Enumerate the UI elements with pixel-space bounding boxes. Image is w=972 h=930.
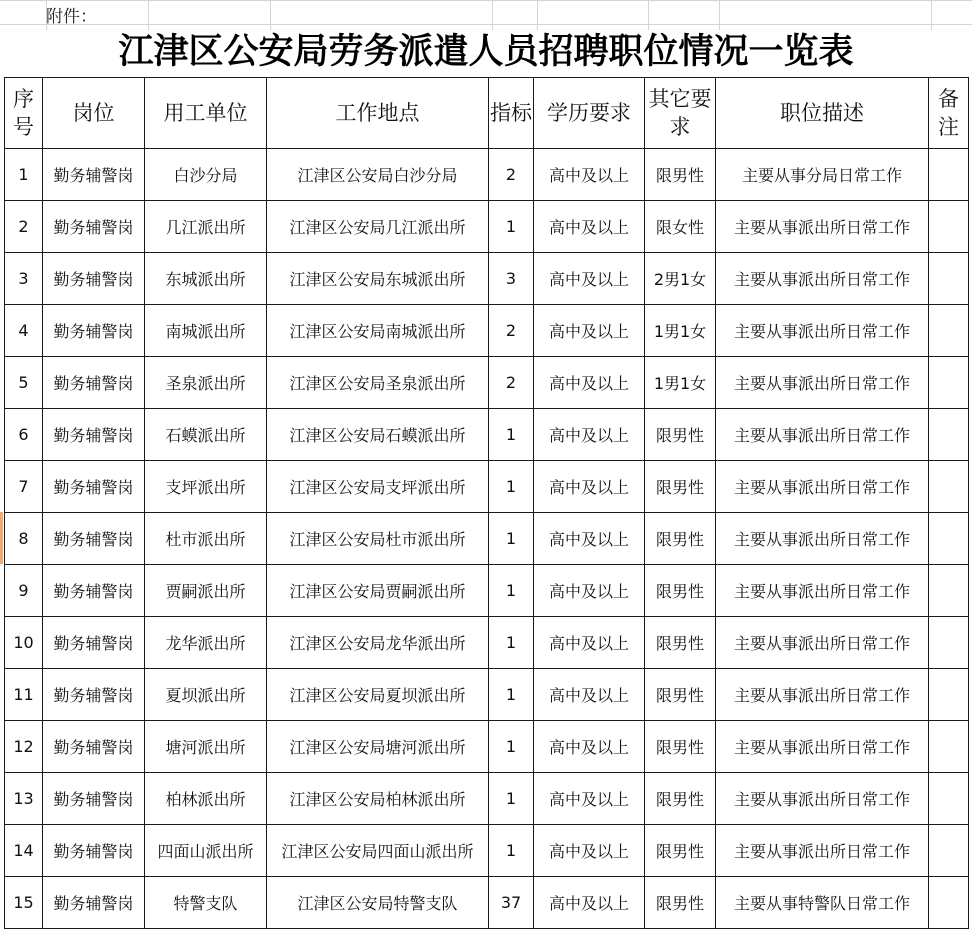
cell-remark[interactable] [929,253,969,305]
cell-quota[interactable]: 1 [489,513,534,565]
cell-education[interactable]: 高中及以上 [534,825,645,877]
cell-post[interactable]: 勤务辅警岗 [43,253,145,305]
cell-desc[interactable]: 主要从事派出所日常工作 [716,305,929,357]
cell-remark[interactable] [929,669,969,721]
cell-quota[interactable]: 3 [489,253,534,305]
row-selection-marker [0,512,3,564]
cell-desc[interactable]: 主要从事派出所日常工作 [716,721,929,773]
cell-other[interactable]: 限男性 [645,617,716,669]
cell-education[interactable]: 高中及以上 [534,201,645,253]
cell-education[interactable]: 高中及以上 [534,305,645,357]
cell-other[interactable]: 限男性 [645,669,716,721]
cell-no[interactable]: 3 [5,253,43,305]
cell-location[interactable]: 江津区公安局龙华派出所 [267,617,489,669]
cell-other[interactable]: 1男1女 [645,357,716,409]
cell-quota[interactable]: 1 [489,721,534,773]
cell-remark[interactable] [929,565,969,617]
cell-other[interactable]: 1男1女 [645,305,716,357]
cell-desc[interactable]: 主要从事派出所日常工作 [716,409,929,461]
cell-education[interactable]: 高中及以上 [534,409,645,461]
cell-other[interactable]: 限男性 [645,877,716,929]
header-no[interactable]: 序号 [5,78,43,149]
cell-post[interactable]: 勤务辅警岗 [43,357,145,409]
table-row [5,669,969,721]
cell-unit[interactable]: 圣泉派出所 [145,357,267,409]
cell-location[interactable]: 江津区公安局杜市派出所 [267,513,489,565]
cell-education[interactable]: 高中及以上 [534,357,645,409]
table-row [5,565,969,617]
cell-location[interactable]: 江津区公安局四面山派出所 [267,825,489,877]
header-post[interactable]: 岗位 [43,78,145,149]
cell-education[interactable]: 高中及以上 [534,565,645,617]
cell-location[interactable]: 江津区公安局石蟆派出所 [267,409,489,461]
attachment-label: 附件： [46,7,97,27]
table-row [5,617,969,669]
cell-remark[interactable] [929,617,969,669]
cell-education[interactable]: 高中及以上 [534,513,645,565]
cell-remark[interactable] [929,305,969,357]
cell-no[interactable]: 13 [5,773,43,825]
page-title: 江津区公安局劳务派遣人员招聘职位情况一览表 [118,31,854,72]
cell-quota[interactable]: 37 [489,877,534,929]
cell-post[interactable]: 勤务辅警岗 [43,721,145,773]
cell-location[interactable]: 江津区公安局特警支队 [267,877,489,929]
cell-quota[interactable]: 2 [489,357,534,409]
cell-other[interactable]: 限男性 [645,825,716,877]
cell-remark[interactable] [929,721,969,773]
cell-location[interactable]: 江津区公安局夏坝派出所 [267,669,489,721]
cell-education[interactable]: 高中及以上 [534,617,645,669]
cell-unit[interactable]: 几江派出所 [145,201,267,253]
cell-other[interactable]: 限男性 [645,461,716,513]
cell-no[interactable]: 4 [5,305,43,357]
cell-desc[interactable]: 主要从事派出所日常工作 [716,253,929,305]
cell-no[interactable]: 2 [5,201,43,253]
cell-post[interactable]: 勤务辅警岗 [43,617,145,669]
cell-post[interactable]: 勤务辅警岗 [43,877,145,929]
cell-other[interactable]: 限男性 [645,513,716,565]
cell-desc[interactable]: 主要从事派出所日常工作 [716,357,929,409]
cell-unit[interactable]: 贾嗣派出所 [145,565,267,617]
cell-desc[interactable]: 主要从事派出所日常工作 [716,513,929,565]
cell-location[interactable]: 江津区公安局塘河派出所 [267,721,489,773]
cell-no[interactable]: 7 [5,461,43,513]
cell-post[interactable]: 勤务辅警岗 [43,825,145,877]
cell-desc[interactable]: 主要从事分局日常工作 [716,149,929,201]
cell-post[interactable]: 勤务辅警岗 [43,773,145,825]
header-row [5,78,969,149]
cell-education[interactable]: 高中及以上 [534,149,645,201]
cell-education[interactable]: 高中及以上 [534,669,645,721]
cell-other[interactable]: 限男性 [645,565,716,617]
cell-remark[interactable] [929,409,969,461]
cell-quota[interactable]: 1 [489,201,534,253]
table-row [5,461,969,513]
cell-remark[interactable] [929,201,969,253]
cell-quota[interactable]: 1 [489,409,534,461]
cell-location[interactable]: 江津区公安局东城派出所 [267,253,489,305]
cell-location[interactable]: 江津区公安局几江派出所 [267,201,489,253]
table-row [5,305,969,357]
cell-no[interactable]: 12 [5,721,43,773]
cell-unit[interactable]: 杜市派出所 [145,513,267,565]
cell-quota[interactable]: 1 [489,617,534,669]
cell-quota[interactable]: 2 [489,149,534,201]
cell-other[interactable]: 限男性 [645,149,716,201]
header-quota[interactable]: 指标 [489,78,534,149]
cell-desc[interactable]: 主要从事派出所日常工作 [716,565,929,617]
cell-no[interactable]: 14 [5,825,43,877]
cell-quota[interactable]: 1 [489,773,534,825]
cell-location[interactable]: 江津区公安局贾嗣派出所 [267,565,489,617]
table-row [5,253,969,305]
cell-unit[interactable]: 龙华派出所 [145,617,267,669]
cell-unit[interactable]: 东城派出所 [145,253,267,305]
cell-unit[interactable]: 四面山派出所 [145,825,267,877]
table-row [5,201,969,253]
table-row [5,825,969,877]
cell-post[interactable]: 勤务辅警岗 [43,669,145,721]
cell-other[interactable]: 限男性 [645,721,716,773]
cell-post[interactable]: 勤务辅警岗 [43,461,145,513]
cell-other[interactable]: 2男1女 [645,253,716,305]
cell-remark[interactable] [929,513,969,565]
cell-other[interactable]: 限男性 [645,409,716,461]
table-row [5,773,969,825]
cell-other[interactable]: 限男性 [645,773,716,825]
cell-no[interactable]: 5 [5,357,43,409]
cell-education[interactable]: 高中及以上 [534,253,645,305]
table-row [5,409,969,461]
cell-desc[interactable]: 主要从事派出所日常工作 [716,461,929,513]
cell-remark[interactable] [929,149,969,201]
header-other[interactable]: 其它要求 [645,78,716,149]
table-row [5,357,969,409]
cell-post[interactable]: 勤务辅警岗 [43,513,145,565]
cell-desc[interactable]: 主要从事特警队日常工作 [716,877,929,929]
table-row [5,877,969,929]
cell-location[interactable]: 江津区公安局白沙分局 [267,149,489,201]
cell-no[interactable]: 9 [5,565,43,617]
header-location[interactable]: 工作地点 [267,78,489,149]
cell-education[interactable]: 高中及以上 [534,877,645,929]
cell-post[interactable]: 勤务辅警岗 [43,149,145,201]
header-education[interactable]: 学历要求 [534,78,645,149]
cell-remark[interactable] [929,461,969,513]
table-row [5,149,969,201]
cell-education[interactable]: 高中及以上 [534,773,645,825]
cell-unit[interactable]: 白沙分局 [145,149,267,201]
cell-no[interactable]: 11 [5,669,43,721]
header-desc[interactable]: 职位描述 [716,78,929,149]
cell-post[interactable]: 勤务辅警岗 [43,409,145,461]
cell-remark[interactable] [929,825,969,877]
cell-desc[interactable]: 主要从事派出所日常工作 [716,201,929,253]
cell-remark[interactable] [929,773,969,825]
cell-quota[interactable]: 2 [489,305,534,357]
cell-unit[interactable]: 塘河派出所 [145,721,267,773]
cell-unit[interactable]: 特警支队 [145,877,267,929]
table-row [5,513,969,565]
cell-no[interactable]: 6 [5,409,43,461]
cell-unit[interactable]: 石蟆派出所 [145,409,267,461]
cell-other[interactable]: 限女性 [645,201,716,253]
cell-unit[interactable]: 南城派出所 [145,305,267,357]
cell-desc[interactable]: 主要从事派出所日常工作 [716,669,929,721]
cell-post[interactable]: 勤务辅警岗 [43,305,145,357]
cell-desc[interactable]: 主要从事派出所日常工作 [716,617,929,669]
cell-remark[interactable] [929,357,969,409]
cell-unit[interactable]: 支坪派出所 [145,461,267,513]
cell-no[interactable]: 15 [5,877,43,929]
cell-quota[interactable]: 1 [489,461,534,513]
cell-post[interactable]: 勤务辅警岗 [43,565,145,617]
cell-no[interactable]: 1 [5,149,43,201]
spreadsheet-gridlines [0,0,972,30]
header-remark[interactable]: 备注 [929,78,969,149]
cell-quota[interactable]: 1 [489,825,534,877]
recruitment-table [4,77,969,929]
header-unit[interactable]: 用工单位 [145,78,267,149]
cell-quota[interactable]: 1 [489,565,534,617]
cell-no[interactable]: 8 [5,513,43,565]
cell-education[interactable]: 高中及以上 [534,461,645,513]
cell-location[interactable]: 江津区公安局柏林派出所 [267,773,489,825]
cell-post[interactable]: 勤务辅警岗 [43,201,145,253]
cell-unit[interactable]: 柏林派出所 [145,773,267,825]
cell-location[interactable]: 江津区公安局圣泉派出所 [267,357,489,409]
cell-no[interactable]: 10 [5,617,43,669]
cell-quota[interactable]: 1 [489,669,534,721]
cell-desc[interactable]: 主要从事派出所日常工作 [716,825,929,877]
cell-unit[interactable]: 夏坝派出所 [145,669,267,721]
cell-remark[interactable] [929,877,969,929]
cell-location[interactable]: 江津区公安局支坪派出所 [267,461,489,513]
cell-education[interactable]: 高中及以上 [534,721,645,773]
cell-desc[interactable]: 主要从事派出所日常工作 [716,773,929,825]
table-row [5,721,969,773]
cell-location[interactable]: 江津区公安局南城派出所 [267,305,489,357]
